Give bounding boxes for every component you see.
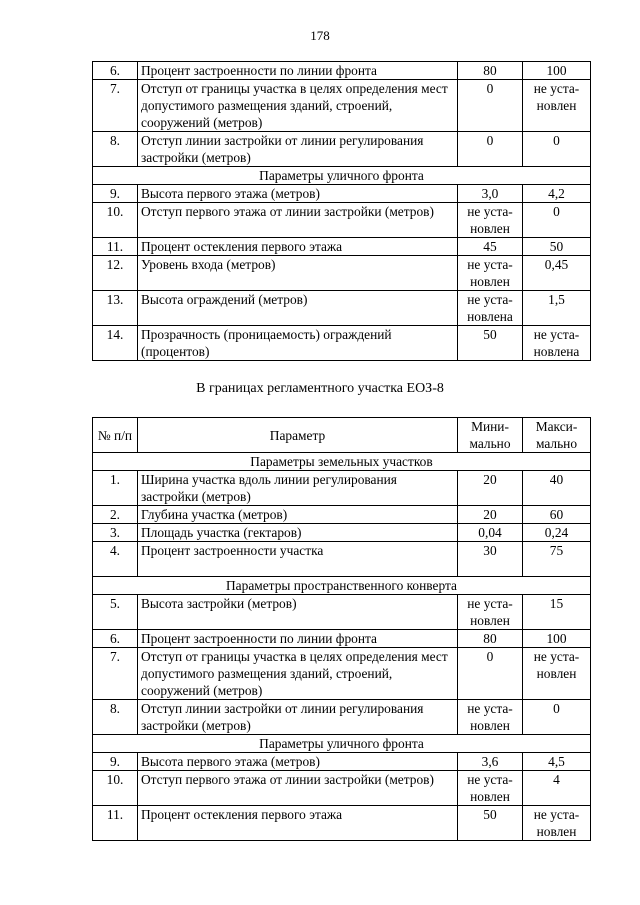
minimum-value: не уста-новлена (458, 291, 523, 326)
maximum-value: 0,45 (523, 256, 591, 291)
maximum-value: 40 (523, 471, 591, 506)
section-row (93, 735, 591, 753)
row-number: 5. (93, 595, 138, 630)
maximum-value: не уста-новлен (523, 80, 591, 132)
minimum-value: 80 (458, 630, 523, 648)
maximum-value: 15 (523, 595, 591, 630)
header-num: № п/п (93, 418, 138, 453)
parameter-name: Высота застройки (метров) (138, 595, 458, 630)
section-caption: В границах регламентного участка ЕОЗ-8 (196, 381, 444, 396)
parameter-name: Процент застроенности по линии фронта (138, 630, 458, 648)
table-header (93, 418, 591, 453)
table-row (93, 203, 591, 238)
section-row (93, 167, 591, 185)
maximum-value: 4,5 (523, 753, 591, 771)
maximum-value: 100 (523, 62, 591, 80)
row-number: 12. (93, 256, 138, 291)
minimum-value: не уста-новлен (458, 700, 523, 735)
maximum-value: не уста-новлен (523, 806, 591, 841)
maximum-value: 100 (523, 630, 591, 648)
parameter-name: Ширина участка вдоль линии регулирования застройки (метров) (138, 471, 458, 506)
minimum-value: 20 (458, 471, 523, 506)
row-number: 8. (93, 132, 138, 167)
section-title: Параметры пространственного конверта (93, 577, 591, 595)
table-row (93, 185, 591, 203)
parameter-name: Отступ первого этажа от линии застройки (метров) (138, 203, 458, 238)
row-number: 8. (93, 700, 138, 735)
row-number: 4. (93, 542, 138, 577)
row-number: 6. (93, 62, 138, 80)
row-number: 1. (93, 471, 138, 506)
table-row (93, 753, 591, 771)
table-row (93, 700, 591, 735)
parameter-name: Уровень входа (метров) (138, 256, 458, 291)
minimum-value: не уста-новлен (458, 771, 523, 806)
section-row (93, 453, 591, 471)
maximum-value: не уста-новлен (523, 648, 591, 700)
page-number: 178 (310, 28, 330, 43)
maximum-value: 60 (523, 506, 591, 524)
maximum-value: 4 (523, 771, 591, 806)
minimum-value: 0,04 (458, 524, 523, 542)
row-number: 14. (93, 326, 138, 361)
header-max: Макси-мально (523, 418, 591, 453)
minimum-value: 20 (458, 506, 523, 524)
row-number: 11. (93, 238, 138, 256)
header-row (93, 418, 591, 453)
row-number: 7. (93, 80, 138, 132)
maximum-value: 50 (523, 238, 591, 256)
section-title: Параметры земельных участков (93, 453, 591, 471)
minimum-value: 50 (458, 326, 523, 361)
table-row (93, 80, 591, 132)
minimum-value: 0 (458, 80, 523, 132)
parameter-name: Отступ от границы участка в целях определения мест допустимого размещения зданий, строений, сооружений (метров) (138, 648, 458, 700)
row-number: 7. (93, 648, 138, 700)
table-row (93, 62, 591, 80)
section-title: Параметры уличного фронта (93, 735, 591, 753)
header-min: Мини-мально (458, 418, 523, 453)
section-title: Параметры уличного фронта (93, 167, 591, 185)
row-number: 11. (93, 806, 138, 841)
row-number: 3. (93, 524, 138, 542)
minimum-value: не уста-новлен (458, 203, 523, 238)
table-row (93, 595, 591, 630)
parameter-name: Высота ограждений (метров) (138, 291, 458, 326)
table-row (93, 471, 591, 506)
maximum-value: 0 (523, 132, 591, 167)
row-number: 10. (93, 771, 138, 806)
table-body (93, 453, 591, 841)
minimum-value: 3,0 (458, 185, 523, 203)
maximum-value: не уста-новлена (523, 326, 591, 361)
minimum-value: не уста-новлен (458, 595, 523, 630)
minimum-value: 30 (458, 542, 523, 577)
row-number: 9. (93, 185, 138, 203)
row-number: 2. (93, 506, 138, 524)
row-number: 9. (93, 753, 138, 771)
row-number: 6. (93, 630, 138, 648)
maximum-value: 0 (523, 700, 591, 735)
minimum-value: 0 (458, 648, 523, 700)
minimum-value: 80 (458, 62, 523, 80)
table-row (93, 326, 591, 361)
table-row (93, 238, 591, 256)
maximum-value: 0,24 (523, 524, 591, 542)
parameter-name: Процент застроенности по линии фронта (138, 62, 458, 80)
minimum-value: не уста-новлен (458, 256, 523, 291)
maximum-value: 1,5 (523, 291, 591, 326)
parameter-name: Отступ первого этажа от линии застройки (метров) (138, 771, 458, 806)
parameter-name: Отступ линии застройки от линии регулирования застройки (метров) (138, 700, 458, 735)
table-row (93, 806, 591, 841)
parameter-name: Процент застроенности участка (138, 542, 458, 577)
regulations-table-eoz8 (92, 417, 591, 841)
table-row (93, 256, 591, 291)
regulations-table-continued (92, 61, 591, 361)
table-row (93, 506, 591, 524)
maximum-value: 4,2 (523, 185, 591, 203)
minimum-value: 50 (458, 806, 523, 841)
row-number: 10. (93, 203, 138, 238)
minimum-value: 0 (458, 132, 523, 167)
parameter-name: Высота первого этажа (метров) (138, 753, 458, 771)
section-row (93, 577, 591, 595)
maximum-value: 0 (523, 203, 591, 238)
table-row (93, 542, 591, 577)
parameter-name: Отступ линии застройки от линии регулирования застройки (метров) (138, 132, 458, 167)
table-body (93, 62, 591, 361)
parameter-name: Площадь участка (гектаров) (138, 524, 458, 542)
parameter-name: Процент остекления первого этажа (138, 806, 458, 841)
table-row (93, 132, 591, 167)
parameter-name: Отступ от границы участка в целях определения мест допустимого размещения зданий, строений, сооружений (метров) (138, 80, 458, 132)
parameter-name: Глубина участка (метров) (138, 506, 458, 524)
minimum-value: 3,6 (458, 753, 523, 771)
header-param: Параметр (138, 418, 458, 453)
maximum-value: 75 (523, 542, 591, 577)
table-row (93, 648, 591, 700)
table-row (93, 524, 591, 542)
minimum-value: 45 (458, 238, 523, 256)
parameter-name: Прозрачность (проницаемость) ограждений (процентов) (138, 326, 458, 361)
table-row (93, 771, 591, 806)
row-number: 13. (93, 291, 138, 326)
table-row (93, 630, 591, 648)
parameter-name: Высота первого этажа (метров) (138, 185, 458, 203)
table-row (93, 291, 591, 326)
parameter-name: Процент остекления первого этажа (138, 238, 458, 256)
